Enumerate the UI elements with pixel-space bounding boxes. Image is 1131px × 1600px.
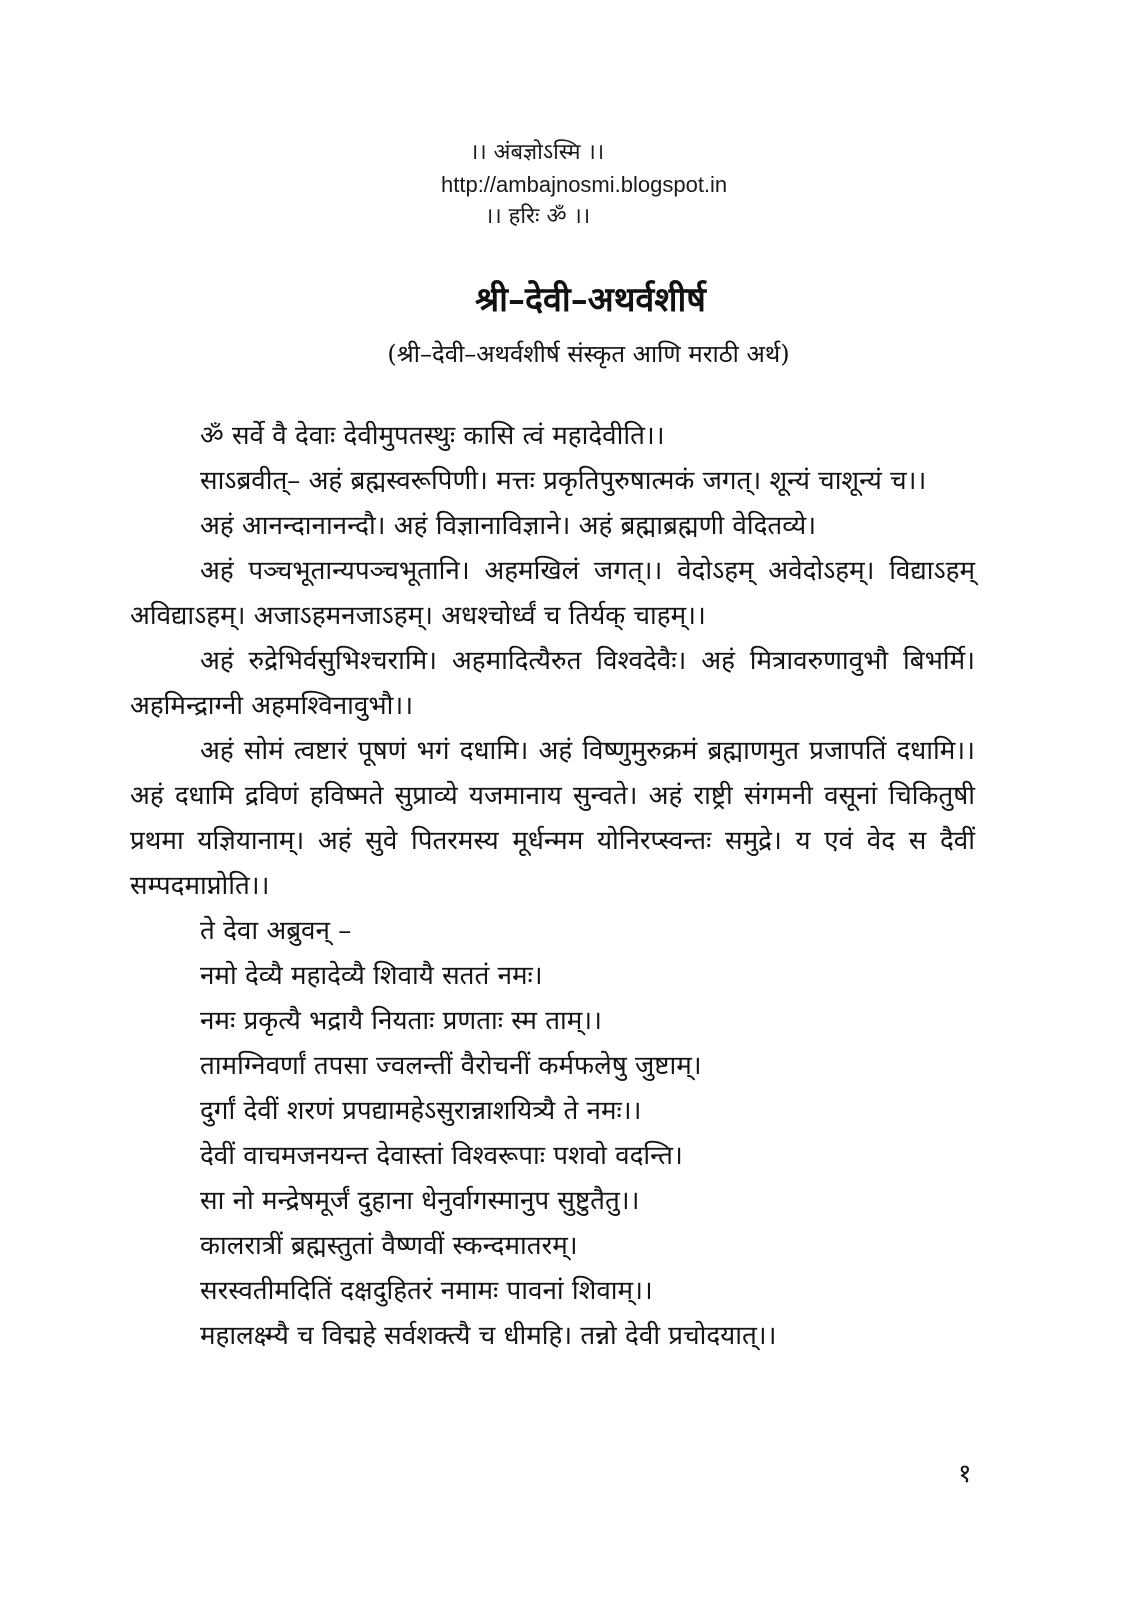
paragraph: अहं सोमं त्वष्टारं पूषणं भगं दधामि। अहं विष्णुमुरुक्रमं ब्रह्माणमुत प्रजापतिं दधामि।। अहं दधामि द्रविणं हविष्मते सुप्राव्ये यजमानाय सुन्वते। अहं राष्ट्री संगमनी वसूनां चिकितुषी प्रथमा यज्ञियानाम्। अहं सुवे पितरमस्य मूर्धन्मम योनिरप्स्वन्तः समुद्रे। य एवं वेद स दैवीं सम्पदमाप्नोति।। bbox=[130, 736, 975, 901]
verse-line: नमो देव्यै महादेव्यै शिवायै सततं नमः। bbox=[200, 961, 543, 991]
body-text bbox=[130, 414, 975, 1359]
header-motto: ।। अंबज्ञोऽस्मि ।। bbox=[470, 140, 605, 165]
verse-line: सरस्वतीमदितिं दक्षदुहितरं नमामः पावनां शिवाम्।। bbox=[200, 1276, 653, 1306]
verse-line: महालक्ष्म्यै च विद्महे सर्वशक्त्यै च धीमहि। तन्नो देवी प्रचोदयात्।। bbox=[200, 1321, 777, 1351]
verse-line: दुर्गां देवीं शरणं प्रपद्यामहेऽसुरान्नाशयित्र्यै ते नमः।। bbox=[200, 1096, 642, 1126]
paragraph: ॐ सर्वे वै देवाः देवीमुपतस्थुः कासि त्वं महादेवीति।। bbox=[200, 421, 665, 451]
paragraph: अहं पञ्चभूतान्यपञ्चभूतानि। अहमखिलं जगत्।। वेदोऽहम् अवेदोऽहम्। विद्याऽहम् अविद्याऽहम्। अजाऽहमनजाऽहम्। अधश्चोर्ध्वं च तिर्यक् चाहम्।। bbox=[130, 556, 975, 631]
verse-line: कालरात्रीं ब्रह्मस्तुतां वैष्णवीं स्कन्दमातरम्। bbox=[200, 1231, 578, 1261]
paragraph: अहं आनन्दानानन्दौ। अहं विज्ञानाविज्ञाने। अहं ब्रह्माब्रह्मणी वेदितव्ये। bbox=[200, 511, 817, 541]
paragraph: साऽब्रवीत्– अहं ब्रह्मस्वरूपिणी। मत्तः प्रकृतिपुरुषात्मकं जगत्। शून्यं चाशून्यं च।। bbox=[200, 466, 927, 496]
page-subtitle: (श्री–देवी–अथर्वशीर्ष संस्कृत आणि मराठी अर्थ) bbox=[387, 340, 790, 368]
paragraph: अहं रुद्रेभिर्वसुभिश्चरामि। अहमादित्यैरुत विश्वदेवैः। अहं मित्रावरुणावुभौ बिभर्मि। अहमिन्द्राग्नी अहमश्विनावुभौ।। bbox=[130, 646, 976, 721]
verse-line: तामग्निवर्णां तपसा ज्वलन्तीं वैरोचनीं कर्मफलेषु जुष्टाम्। bbox=[200, 1051, 702, 1081]
page-number: १ bbox=[958, 1459, 972, 1489]
page-title: श्री–देवी–अथर्वशीर्ष bbox=[475, 280, 706, 320]
verse-line: नमः प्रकृत्यै भद्रायै नियताः प्रणताः स्म ताम्।। bbox=[200, 1006, 603, 1036]
verse-line: सा नो मन्द्रेषमूर्जं दुहाना धेनुर्वागस्मानुप सुष्टुतैतु।। bbox=[200, 1186, 640, 1216]
header-url: http://ambajnosmi.blogspot.in bbox=[441, 172, 728, 197]
verse-line: देवीं वाचमजनयन्त देवास्तां विश्वरूपाः पशवो वदन्ति। bbox=[200, 1141, 683, 1171]
header-invocation: ।। हरिः ॐ ।। bbox=[485, 204, 591, 229]
verse-line: ते देवा अब्रुवन् – bbox=[200, 916, 352, 946]
